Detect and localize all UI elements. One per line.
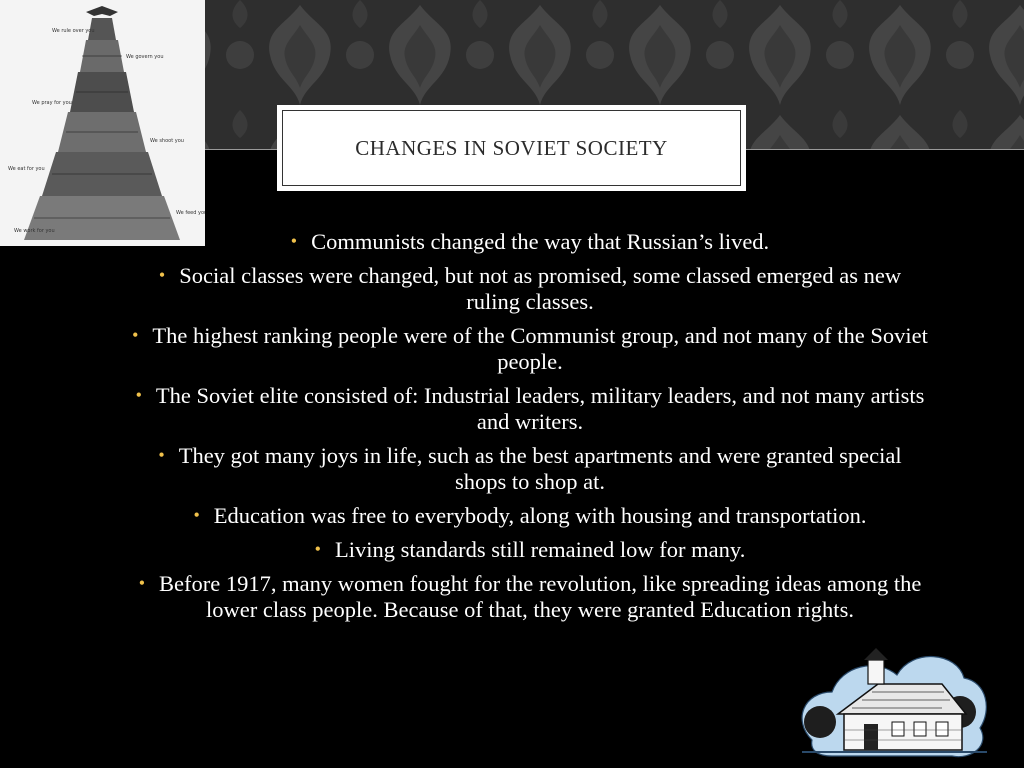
bullet-icon: • xyxy=(132,325,139,345)
bullet-item xyxy=(60,382,1000,435)
bullet-list xyxy=(60,228,1000,630)
bullet-item xyxy=(60,262,1000,315)
title-inner-frame xyxy=(282,110,741,186)
bullet-icon: • xyxy=(314,539,321,559)
bullet-icon: • xyxy=(158,445,165,465)
bullet-item xyxy=(60,322,1000,375)
bullet-icon: • xyxy=(158,265,166,285)
bullet-item xyxy=(60,228,1000,255)
bullet-icon: • xyxy=(290,231,298,251)
bullet-text: Communists changed the way that Russian’s lived. xyxy=(311,229,770,254)
pyramid-label: We govern you xyxy=(126,54,164,60)
bullet-text: The highest ranking people were of the Communist group, and not many of the Soviet people. xyxy=(152,323,928,374)
pyramid-label: We shoot you xyxy=(150,138,184,144)
bullet-text: Education was free to everybody, along with housing and transportation. xyxy=(213,503,867,528)
bullet-text: The Soviet elite consisted of: Industrial leaders, military leaders, and not many artists and writers. xyxy=(155,383,925,434)
bullet-item xyxy=(60,502,1000,529)
bullet-item xyxy=(60,570,1000,623)
bullet-item xyxy=(60,442,1000,495)
pyramid-illustration xyxy=(0,0,205,246)
bullet-text: Social classes were changed, but not as promised, some classed emerged as new ruling classes. xyxy=(179,263,902,314)
pyramid-label: We eat for you xyxy=(8,166,45,172)
bullet-icon: • xyxy=(193,505,200,525)
bullet-item xyxy=(60,536,1000,563)
pyramid-label: We pray for you xyxy=(32,100,72,106)
title-frame xyxy=(277,105,746,191)
pyramid-label: We work for you xyxy=(14,228,55,234)
bullet-text: Living standards still remained low for many. xyxy=(334,537,746,562)
bullet-text: They got many joys in life, such as the best apartments and were granted special shops to shop at. xyxy=(178,443,902,494)
bullet-icon: • xyxy=(135,385,142,405)
bullet-text: Before 1917, many women fought for the revolution, like spreading ideas among the lower class people. Because of that, they were granted Education rights. xyxy=(159,571,922,622)
slide-title: CHANGES IN SOVIET SOCIETY xyxy=(355,135,668,160)
bullet-icon: • xyxy=(138,573,145,593)
pyramid-label: We rule over you xyxy=(52,28,95,34)
pyramid-label: We feed you xyxy=(176,210,205,216)
schoolhouse-illustration xyxy=(792,630,994,762)
